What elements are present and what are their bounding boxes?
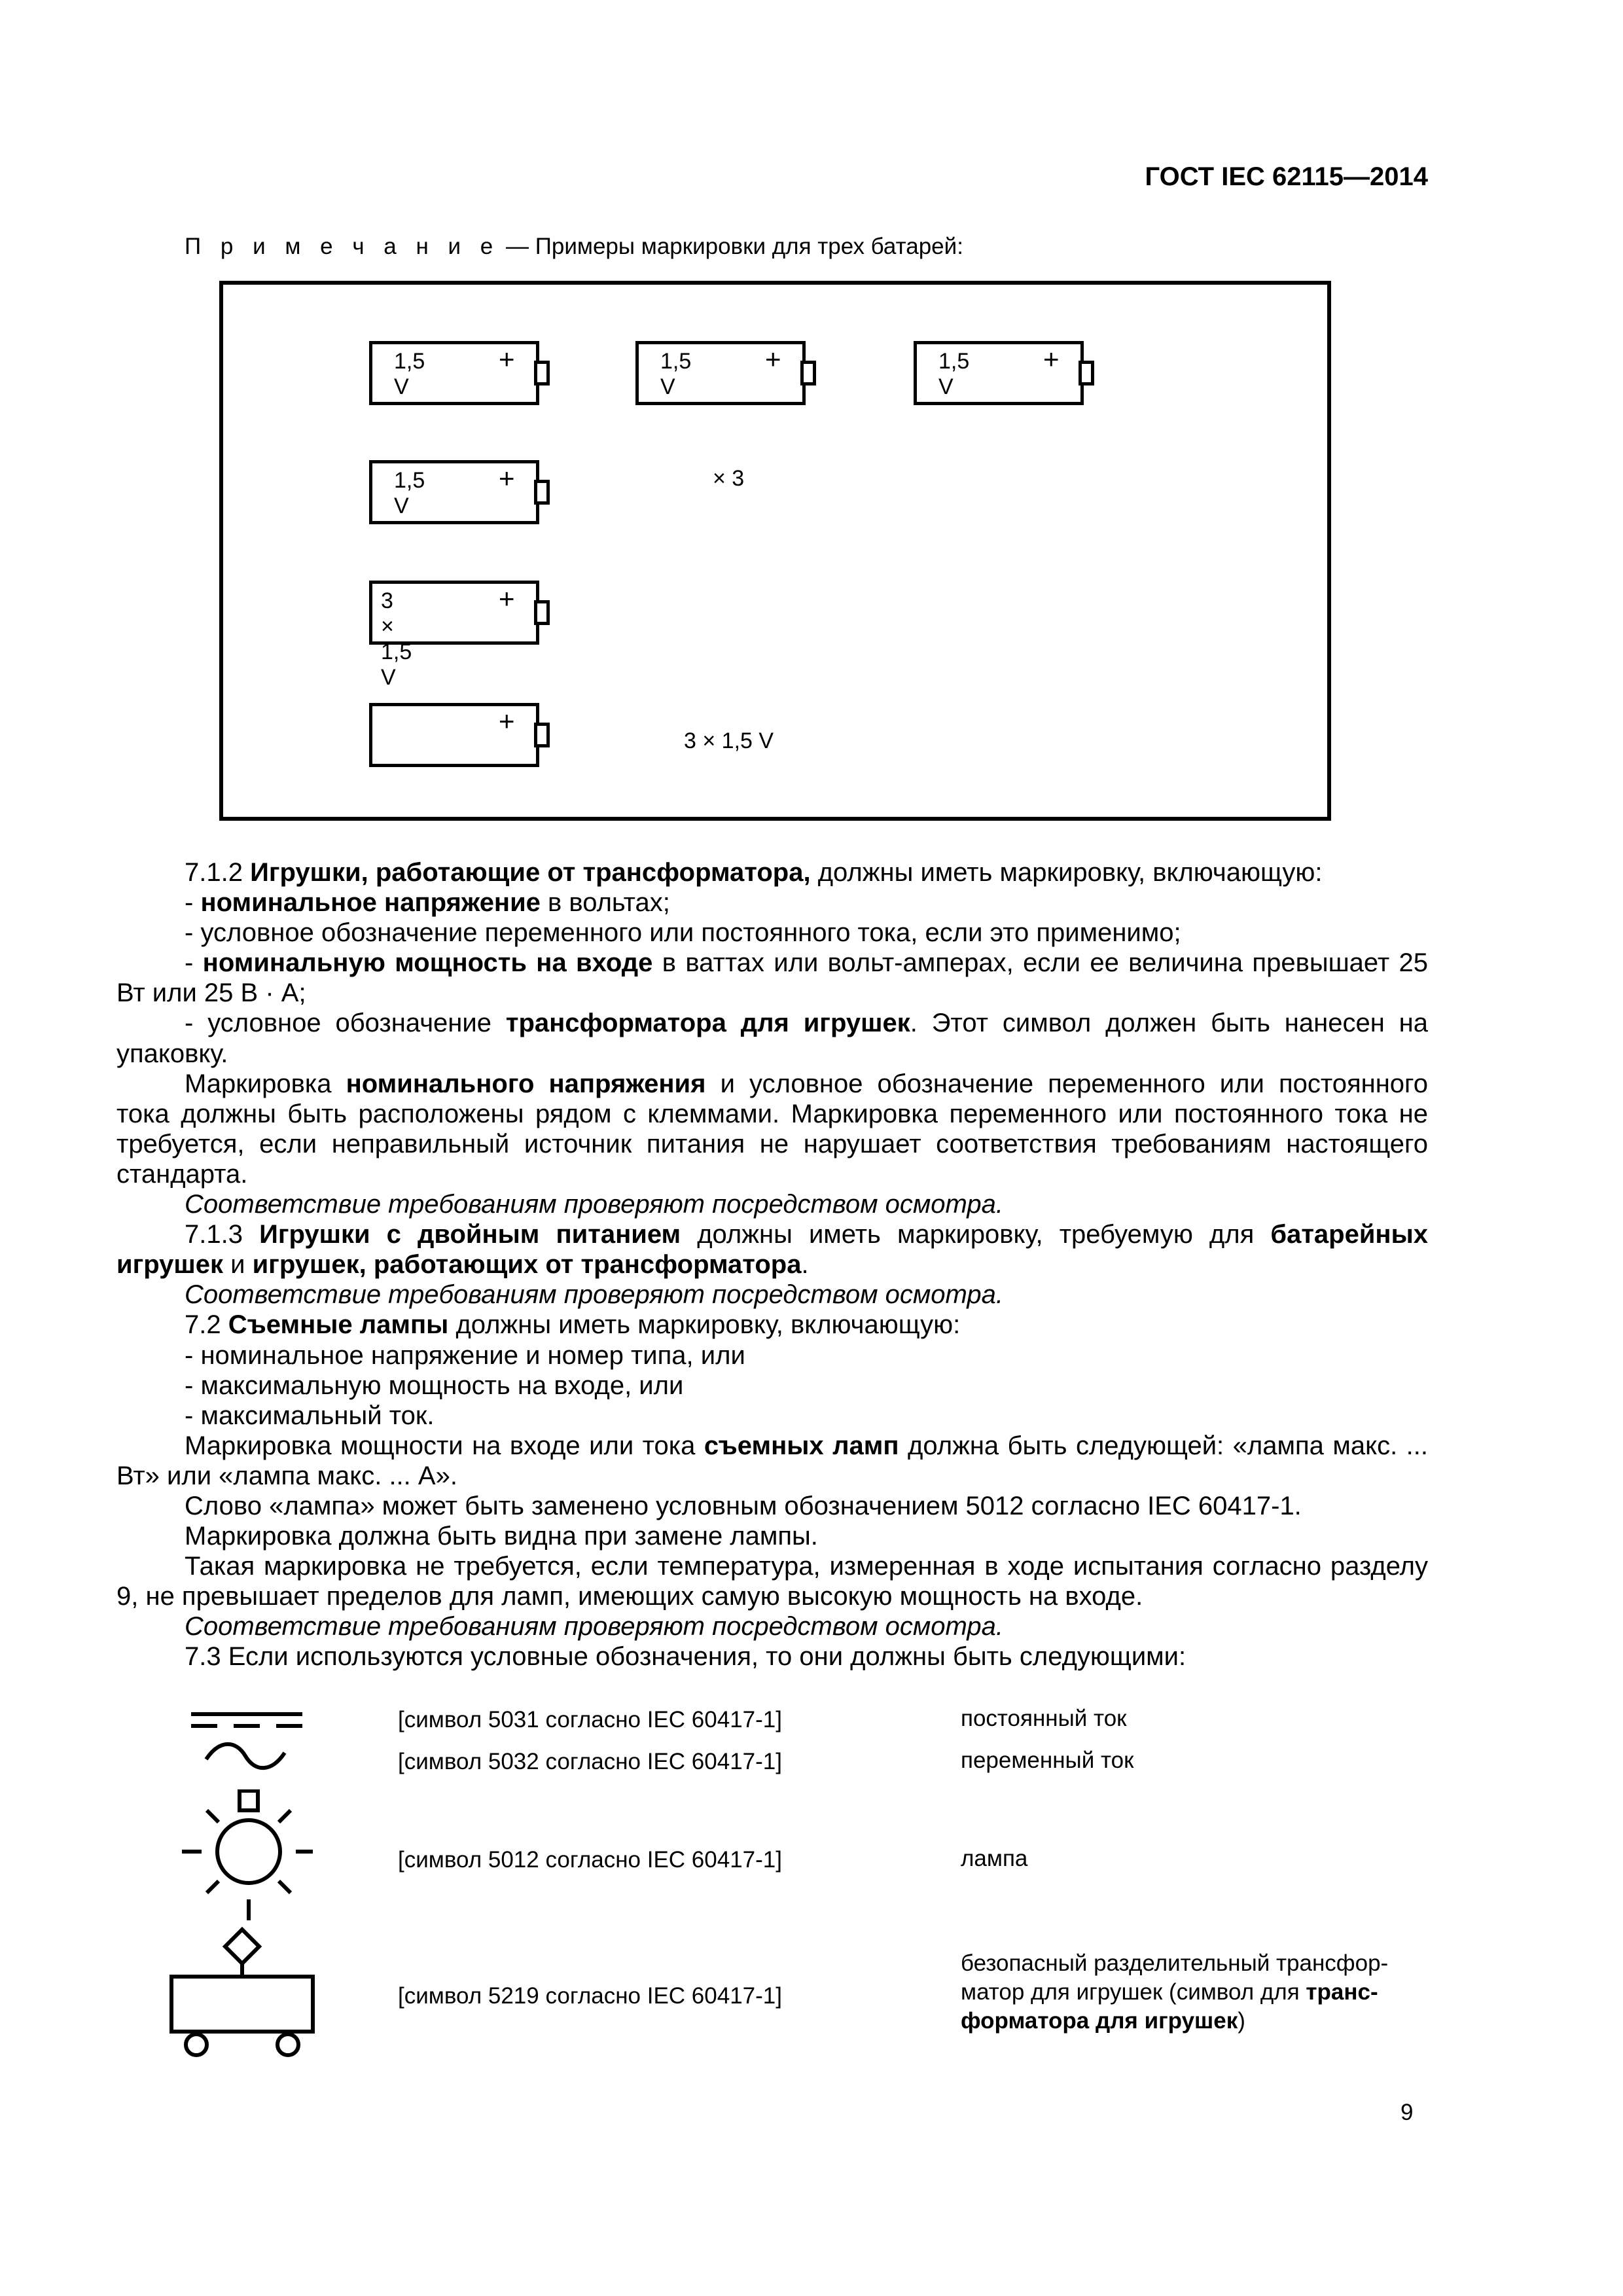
- paragraph-text: должна быть следующей: «лампа макс. ... Вт» или «лампа макс. ... А».: [116, 1431, 1428, 1490]
- plus-sign: +: [499, 583, 515, 614]
- description-text: ): [1238, 2008, 1245, 2034]
- list-text: максимальный ток.: [200, 1401, 435, 1430]
- battery-terminal: [1079, 361, 1094, 386]
- list-text: максимальную мощность на входе, или: [200, 1371, 684, 1400]
- plus-sign: +: [499, 344, 515, 374]
- list-item: - номинальное напряжение в вольтах;: [185, 888, 670, 918]
- term: съемных ламп: [704, 1431, 899, 1460]
- list-text: условное обозначение переменного или постоянного тока, если это применимо;: [200, 918, 1181, 948]
- plus-sign: +: [1043, 344, 1060, 374]
- symbol-reference: [символ 5031 согласно IEC 60417-1]: [398, 1707, 782, 1732]
- section-7-1-2: [116, 857, 1428, 888]
- note: [185, 234, 963, 260]
- section-number: 7.1.2: [185, 858, 243, 887]
- battery-terminal: [800, 361, 816, 386]
- description-line: [961, 1978, 1445, 2007]
- term: номинальную мощность на входе: [202, 948, 653, 978]
- section-text: должны иметь маркировку, включающую:: [810, 858, 1323, 887]
- section-title: Съемные лампы: [228, 1310, 449, 1340]
- term: игрушек, работающих от трансформатора: [252, 1250, 802, 1280]
- section-text: .: [801, 1250, 809, 1280]
- compliance-note: Соответствие требованиям проверяют посредством осмотра.: [185, 1190, 1004, 1219]
- battery-label: 3 × 1,5 V: [381, 588, 412, 690]
- list-item: - максимальную мощность на входе, или: [185, 1371, 684, 1400]
- paragraph-text: Маркировка мощности на входе или тока: [185, 1431, 704, 1460]
- note-label: П р и м е ч а н и е: [185, 234, 500, 259]
- symbol-reference: [символ 5032 согласно IEC 60417-1]: [398, 1749, 782, 1774]
- list-item: - максимальный ток.: [185, 1401, 435, 1430]
- compliance-note: Соответствие требованиям проверяют посредством осмотра.: [185, 1612, 1004, 1641]
- list-text: номинальное напряжение и номер типа, или: [200, 1340, 745, 1370]
- battery-label: 1,5 V: [660, 349, 692, 399]
- symbols-table: [151, 1693, 1433, 2072]
- section-text: должны иметь маркировку, включающую:: [448, 1310, 961, 1340]
- battery-terminal: [534, 361, 550, 386]
- section-title: Игрушки, работающие от трансформатора,: [250, 858, 811, 887]
- term: номинальное напряжение: [200, 888, 541, 918]
- paragraph: Маркировка должна быть видна при замене лампы.: [185, 1522, 818, 1551]
- section-text: должны иметь маркировку, требуемую для: [681, 1220, 1271, 1249]
- section-text: Если используются условные обозначения, то они должны быть следующими:: [228, 1642, 1186, 1672]
- battery-terminal: [534, 723, 550, 747]
- document-title: ГОСТ IEC 62115—2014: [1145, 162, 1428, 191]
- battery-terminal: [534, 600, 550, 625]
- term: трансформатора для игрушек: [505, 1009, 910, 1038]
- total-voltage-label: 3 × 1,5 V: [684, 728, 774, 753]
- toy-transformer-icon: [164, 1927, 321, 2058]
- times-three-label: × 3: [713, 466, 745, 491]
- section-text: и: [223, 1250, 253, 1280]
- note-text: — Примеры маркировки для трех батарей:: [499, 234, 963, 259]
- term: транс-: [1306, 1979, 1378, 2005]
- section-7-3: [116, 1641, 1428, 1672]
- section-title: Игрушки с двойным питанием: [259, 1220, 681, 1249]
- list-text: . Этот символ должен быть нанесен на упаковку.: [116, 1009, 1428, 1068]
- battery-terminal: [534, 480, 550, 505]
- symbol-description: постоянный ток: [961, 1706, 1127, 1731]
- section-number: 7.2: [185, 1310, 221, 1340]
- paragraph: [116, 1431, 1428, 1491]
- document-body: [116, 857, 1428, 1672]
- symbol-reference: [символ 5219 согласно IEC 60417-1]: [398, 1983, 782, 2009]
- list-item: - условное обозначение трансформатора для игрушек. Этот символ должен быть нанесен на упаковку.: [116, 1009, 1428, 1068]
- plus-sign: +: [499, 463, 515, 493]
- list-item: - номинальное напряжение и номер типа, или: [185, 1340, 745, 1370]
- paragraph: Слово «лампа» может быть заменено условным обозначением 5012 согласно IEC 60417-1.: [185, 1491, 1302, 1520]
- symbol-description: лампа: [961, 1846, 1028, 1871]
- symbol-reference: [символ 5012 согласно IEC 60417-1]: [398, 1847, 782, 1873]
- list-item: - номинальную мощность на входе в ваттах или вольт-амперах, если ее величина превышает 25 Вт или 25 В · А;: [116, 948, 1428, 1008]
- description-line: [961, 2007, 1445, 2036]
- paragraph-text: и условное обозначение переменного или постоянного тока должны быть расположены рядом с клеммами. Маркировка переменного или постоянного тока не требуется, если неправильный источник питания не нарушает соответствия требованиям настоящего стандарта.: [116, 1069, 1429, 1189]
- description-text: матор для игрушек (символ для: [961, 1979, 1306, 2005]
- section-7-1-3: [116, 1219, 1428, 1280]
- symbol-description: переменный ток: [961, 1748, 1134, 1773]
- compliance-note: Соответствие требованиям проверяют посредством осмотра.: [185, 1280, 1004, 1310]
- list-text: в вольтах;: [540, 888, 670, 918]
- battery-marking-figure: [219, 281, 1331, 821]
- term: форматора для игрушек: [961, 2008, 1238, 2034]
- page-number: 9: [1400, 2100, 1414, 2125]
- section-number: 7.1.3: [185, 1220, 243, 1249]
- description-line: безопасный разделительный трансфор-: [961, 1950, 1389, 1976]
- plus-sign: +: [499, 706, 515, 736]
- battery-label: 1,5 V: [394, 468, 425, 518]
- alternating-current-icon: [203, 1740, 288, 1772]
- paragraph: Такая маркировка не требуется, если температура, измеренная в ходе испытания согласно разделу 9, не превышает пределов для ламп, имеющих самую высокую мощность на входе.: [116, 1552, 1428, 1611]
- paragraph: [116, 1069, 1428, 1189]
- list-text: условное обозначение: [207, 1009, 506, 1038]
- section-number: 7.3: [185, 1642, 221, 1672]
- term: батарейных игрушек: [116, 1220, 1428, 1280]
- symbol-description: [961, 1949, 1445, 2036]
- section-7-2: [116, 1310, 1428, 1340]
- list-text: в ваттах или вольт-амперах, если ее величина превышает 25 Вт или 25 В · А;: [116, 948, 1428, 1008]
- lamp-icon: [182, 1789, 313, 1920]
- list-item: - условное обозначение переменного или постоянного тока, если это применимо;: [185, 918, 1181, 948]
- battery-label: 1,5 V: [938, 349, 970, 399]
- plus-sign: +: [765, 344, 781, 374]
- direct-current-icon: [191, 1710, 302, 1730]
- battery-label: 1,5 V: [394, 349, 425, 399]
- paragraph-text: Маркировка: [185, 1069, 346, 1098]
- term: номинального напряжения: [346, 1069, 706, 1098]
